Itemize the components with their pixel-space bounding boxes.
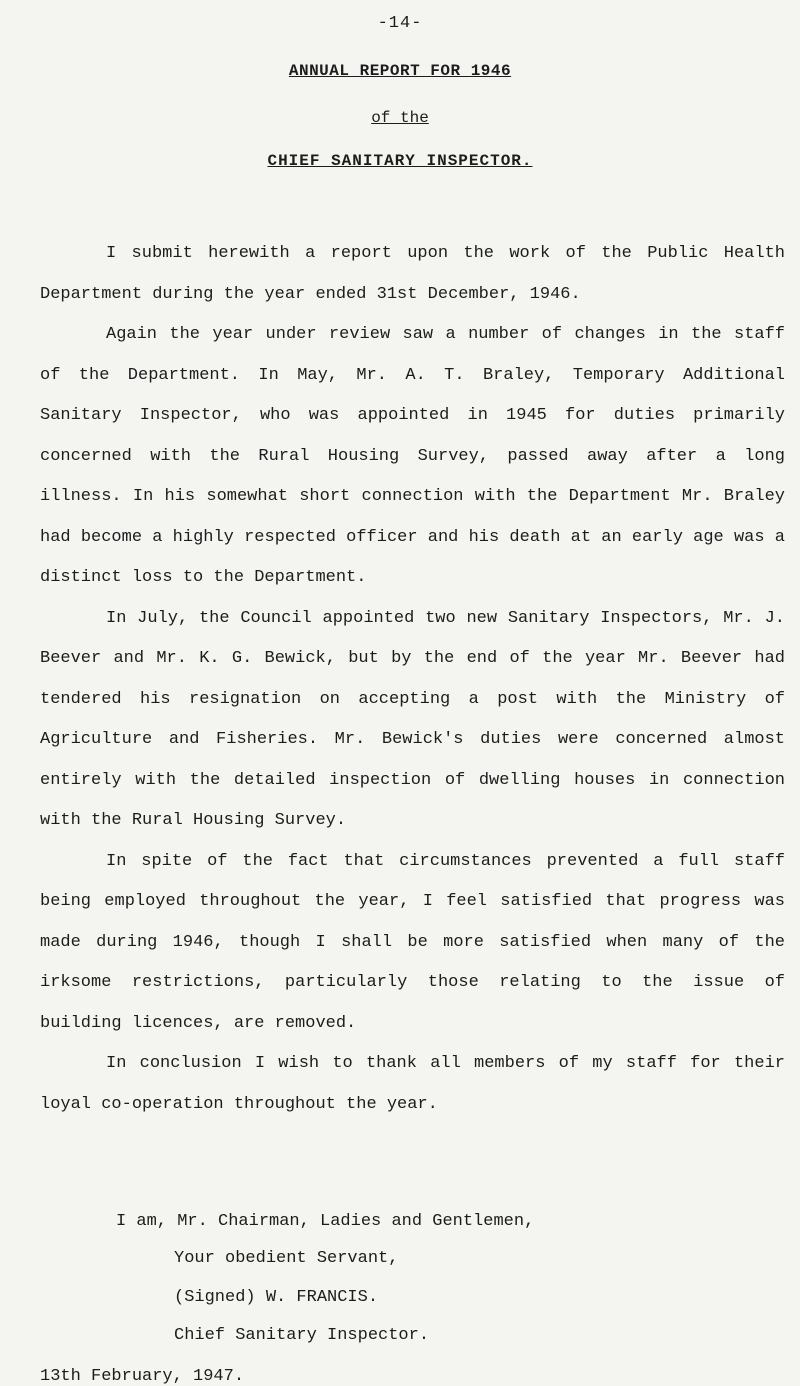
report-body <box>40 234 785 1125</box>
report-title-subject: CHIEF SANITARY INSPECTOR. <box>267 152 533 170</box>
report-title: ANNUAL REPORT FOR 1946 <box>288 62 512 80</box>
paragraph-progress: In spite of the fact that circumstances prevented a full staff being employed throughout the year, I feel satisfied that progress was made during 1946, though I shall be more satisfied when many of the irksome restrictions, particularly those relating to the issue of building licences, are removed. <box>40 851 785 1033</box>
closing-salutation: I am, Mr. Chairman, Ladies and Gentlemen, <box>116 1212 535 1231</box>
paragraph-intro: I submit herewith a report upon the work of the Public Health Department during the year ended 31st December, 1946. <box>40 244 785 304</box>
closing-signature: (Signed) W. FRANCIS. <box>174 1288 379 1307</box>
closing-sign-off: Your obedient Servant, <box>174 1249 399 1268</box>
paragraph-staff-changes: Again the year under review saw a number of changes in the staff of the Department. In May, Mr. A. T. Braley, Temporary Additional Sanitary Inspector, who was appointed in 1945 for duties primarily concerned with the Rural Housing Survey, passed away after a long illness. In his somewhat short connection with the Department Mr. Braley had become a highly respected officer and his death at an early age was a distinct loss to the Department. <box>40 325 785 587</box>
page-number: -14- <box>377 14 423 33</box>
paragraph-new-inspectors: In July, the Council appointed two new Sanitary Inspectors, Mr. J. Beever and Mr. K. G. Bewick, but by the end of the year Mr. Beever had tendered his resignation on accepting a post with the Ministry of Agriculture and Fisheries. Mr. Bewick's duties were concerned almost entirely with the detailed inspection of dwelling houses in connection with the Rural Housing Survey. <box>40 608 785 830</box>
report-date: 13th February, 1947. <box>40 1367 245 1386</box>
closing-position: Chief Sanitary Inspector. <box>174 1326 430 1345</box>
paragraph-conclusion: In conclusion I wish to thank all members of my staff for their loyal co-operation throughout the year. <box>40 1054 785 1114</box>
report-title-of: of the <box>371 109 429 127</box>
